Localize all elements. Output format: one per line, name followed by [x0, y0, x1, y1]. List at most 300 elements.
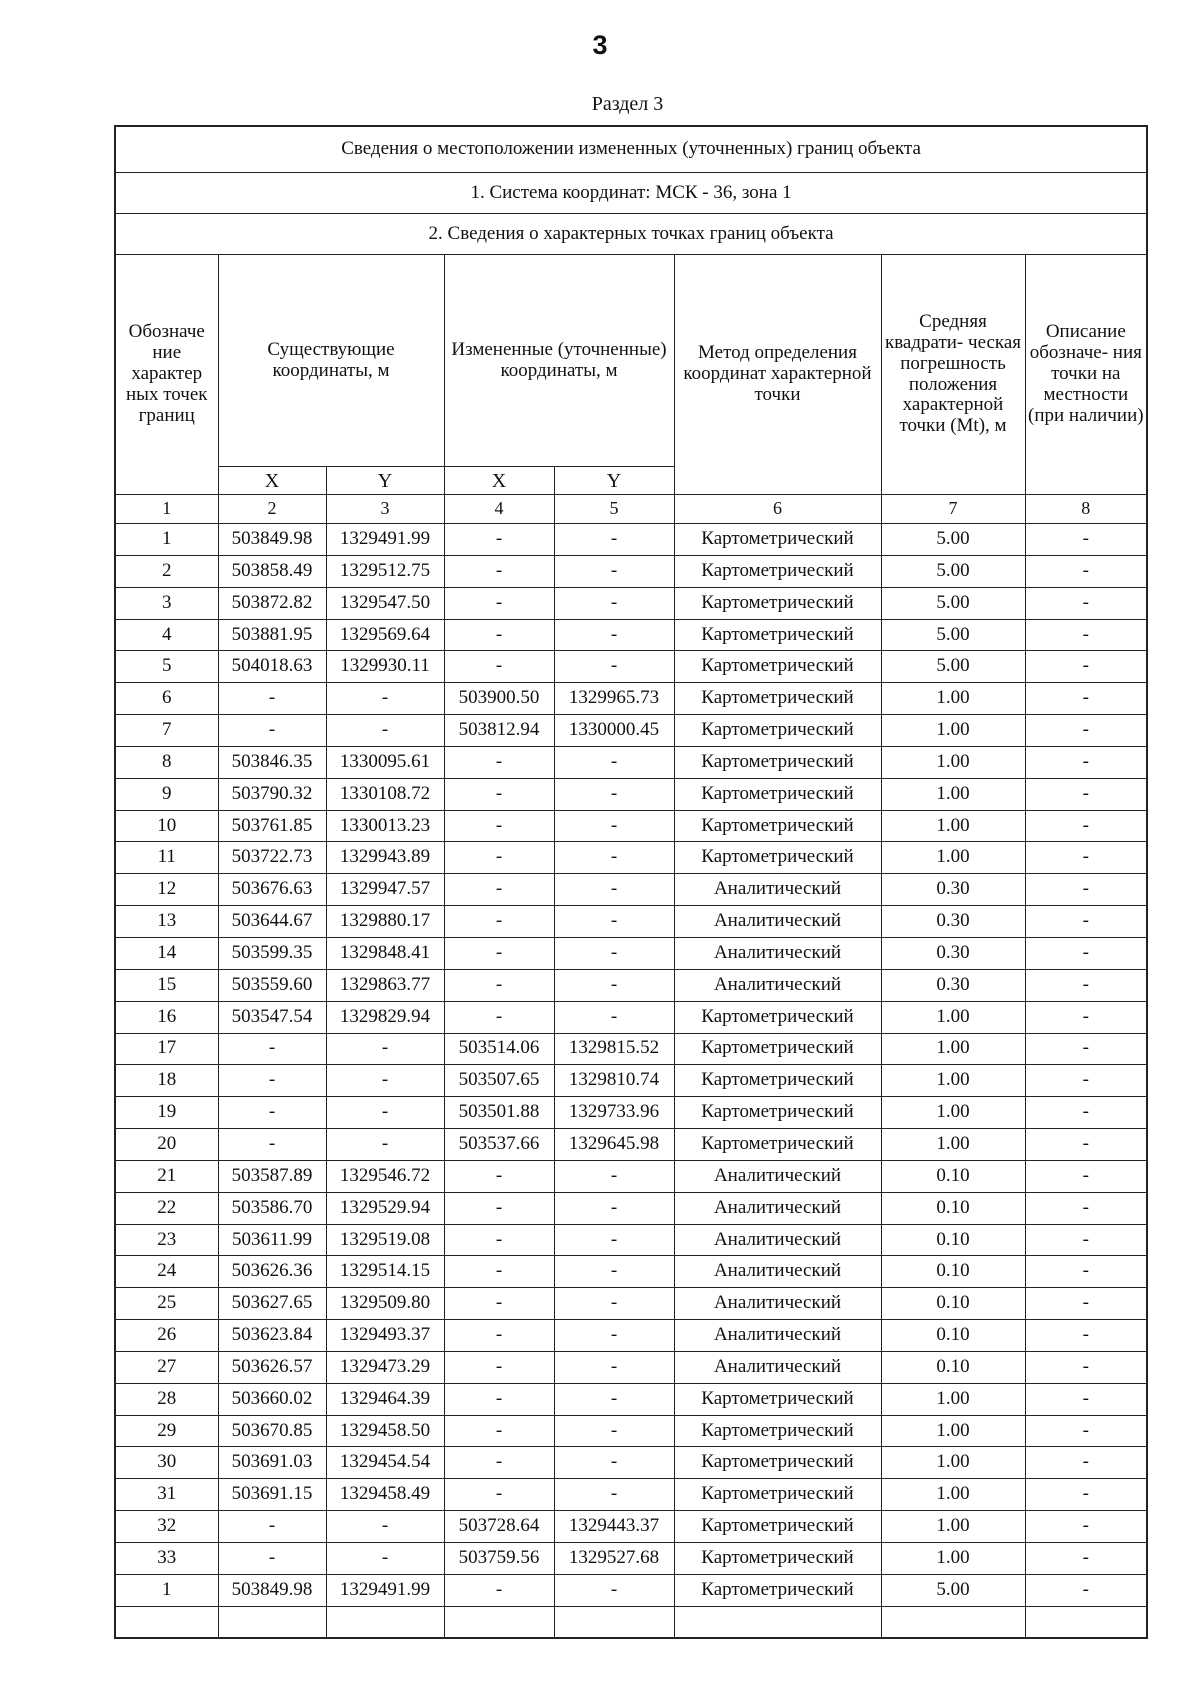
changed-x-cell: -: [444, 1160, 554, 1192]
header-existing-x: X: [218, 467, 326, 495]
point-number-cell: 1: [115, 524, 218, 556]
changed-y-cell: -: [554, 1192, 674, 1224]
method-cell: Картометрический: [674, 842, 881, 874]
method-cell: Аналитический: [674, 937, 881, 969]
changed-y-cell: -: [554, 1415, 674, 1447]
changed-x-cell: -: [444, 1351, 554, 1383]
point-number-cell: 2: [115, 555, 218, 587]
changed-x-cell: -: [444, 555, 554, 587]
header-description: Описание обозначе- ния точки на местности (при наличии): [1025, 255, 1147, 495]
changed-y-cell: 1330000.45: [554, 715, 674, 747]
existing-y-cell: 1330013.23: [326, 810, 444, 842]
description-cell: -: [1025, 651, 1147, 683]
changed-y-cell: -: [554, 651, 674, 683]
existing-y-cell: 1329514.15: [326, 1256, 444, 1288]
point-number-cell: 3: [115, 587, 218, 619]
point-number-cell: 32: [115, 1511, 218, 1543]
existing-x-cell: 503626.57: [218, 1351, 326, 1383]
changed-x-cell: -: [444, 1224, 554, 1256]
changed-x-cell: -: [444, 1256, 554, 1288]
description-cell: -: [1025, 715, 1147, 747]
existing-x-cell: -: [218, 1543, 326, 1575]
changed-x-cell: -: [444, 1447, 554, 1479]
existing-x-cell: 503761.85: [218, 810, 326, 842]
table-row: [115, 1447, 1147, 1479]
existing-x-cell: 503881.95: [218, 619, 326, 651]
method-cell: Аналитический: [674, 969, 881, 1001]
table-row: [115, 1479, 1147, 1511]
column-number: 7: [881, 495, 1025, 524]
description-cell: -: [1025, 1160, 1147, 1192]
existing-x-cell: 503660.02: [218, 1383, 326, 1415]
column-number: 1: [115, 495, 218, 524]
description-cell: -: [1025, 587, 1147, 619]
point-number-cell: 19: [115, 1097, 218, 1129]
changed-x-cell: 503759.56: [444, 1543, 554, 1575]
method-cell: Аналитический: [674, 1320, 881, 1352]
existing-x-cell: 503849.98: [218, 524, 326, 556]
method-cell: Картометрический: [674, 1479, 881, 1511]
changed-y-cell: 1329733.96: [554, 1097, 674, 1129]
existing-x-cell: 503722.73: [218, 842, 326, 874]
changed-x-cell: -: [444, 969, 554, 1001]
table-row: [115, 1160, 1147, 1192]
coordinate-system: 1. Система координат: МСК - 36, зона 1: [115, 173, 1147, 214]
column-number: 6: [674, 495, 881, 524]
existing-y-cell: 1329473.29: [326, 1351, 444, 1383]
changed-y-cell: -: [554, 524, 674, 556]
changed-y-cell: -: [554, 1383, 674, 1415]
description-cell: -: [1025, 1129, 1147, 1161]
table-row: [115, 1224, 1147, 1256]
description-cell: -: [1025, 1320, 1147, 1352]
method-cell: Картометрический: [674, 619, 881, 651]
header-mean-square-error: Средняя квадрати- ческая погрешность положения характерной точки (Mt), м: [881, 255, 1025, 495]
error-cell: 1.00: [881, 1447, 1025, 1479]
existing-x-cell: -: [218, 1033, 326, 1065]
description-cell: -: [1025, 555, 1147, 587]
changed-x-cell: -: [444, 587, 554, 619]
existing-x-cell: 503858.49: [218, 555, 326, 587]
table-row: [115, 969, 1147, 1001]
description-cell: -: [1025, 1447, 1147, 1479]
changed-x-cell: -: [444, 524, 554, 556]
empty-cell: [554, 1606, 674, 1638]
method-cell: Картометрический: [674, 746, 881, 778]
existing-y-cell: 1329519.08: [326, 1224, 444, 1256]
table-row: [115, 1351, 1147, 1383]
point-number-cell: 16: [115, 1001, 218, 1033]
error-cell: 0.30: [881, 906, 1025, 938]
description-cell: -: [1025, 1511, 1147, 1543]
description-cell: -: [1025, 810, 1147, 842]
description-cell: -: [1025, 1192, 1147, 1224]
point-number-cell: 7: [115, 715, 218, 747]
method-cell: Картометрический: [674, 1574, 881, 1606]
changed-x-cell: -: [444, 906, 554, 938]
point-number-cell: 15: [115, 969, 218, 1001]
point-number-cell: 27: [115, 1351, 218, 1383]
existing-x-cell: 503586.70: [218, 1192, 326, 1224]
method-cell: Картометрический: [674, 1129, 881, 1161]
error-cell: 1.00: [881, 1033, 1025, 1065]
error-cell: 5.00: [881, 555, 1025, 587]
changed-y-cell: 1329443.37: [554, 1511, 674, 1543]
table-row: [115, 1415, 1147, 1447]
existing-x-cell: -: [218, 1129, 326, 1161]
error-cell: 5.00: [881, 651, 1025, 683]
existing-x-cell: 503599.35: [218, 937, 326, 969]
error-cell: 1.00: [881, 683, 1025, 715]
error-cell: 0.10: [881, 1320, 1025, 1352]
changed-y-cell: -: [554, 619, 674, 651]
method-cell: Аналитический: [674, 1160, 881, 1192]
header-changed-x: X: [444, 467, 554, 495]
table-row: [115, 587, 1147, 619]
description-cell: -: [1025, 969, 1147, 1001]
existing-x-cell: 503670.85: [218, 1415, 326, 1447]
existing-y-cell: -: [326, 683, 444, 715]
changed-y-cell: -: [554, 1479, 674, 1511]
description-cell: -: [1025, 1479, 1147, 1511]
description-cell: -: [1025, 1351, 1147, 1383]
column-number: 3: [326, 495, 444, 524]
error-cell: 1.00: [881, 778, 1025, 810]
changed-y-cell: -: [554, 937, 674, 969]
error-cell: 1.00: [881, 1129, 1025, 1161]
description-cell: -: [1025, 1001, 1147, 1033]
description-cell: -: [1025, 1256, 1147, 1288]
point-number-cell: 30: [115, 1447, 218, 1479]
method-cell: Картометрический: [674, 810, 881, 842]
existing-y-cell: 1329569.64: [326, 619, 444, 651]
error-cell: 1.00: [881, 1543, 1025, 1575]
error-cell: 0.30: [881, 874, 1025, 906]
method-cell: Картометрический: [674, 555, 881, 587]
existing-y-cell: 1329848.41: [326, 937, 444, 969]
point-number-cell: 5: [115, 651, 218, 683]
method-cell: Картометрический: [674, 1001, 881, 1033]
changed-x-cell: 503812.94: [444, 715, 554, 747]
point-number-cell: 33: [115, 1543, 218, 1575]
existing-y-cell: 1330095.61: [326, 746, 444, 778]
point-number-cell: 8: [115, 746, 218, 778]
changed-x-cell: -: [444, 874, 554, 906]
table-row: [115, 906, 1147, 938]
header-existing-coords: Существующие координаты, м: [218, 255, 444, 467]
changed-y-cell: -: [554, 1320, 674, 1352]
point-number-cell: 28: [115, 1383, 218, 1415]
existing-y-cell: 1329930.11: [326, 651, 444, 683]
existing-y-cell: 1329547.50: [326, 587, 444, 619]
changed-y-cell: -: [554, 1351, 674, 1383]
point-number-cell: 12: [115, 874, 218, 906]
header-method: Метод определения координат характерной точки: [674, 255, 881, 495]
header-changed-y: Y: [554, 467, 674, 495]
existing-y-cell: 1329829.94: [326, 1001, 444, 1033]
changed-y-cell: -: [554, 1574, 674, 1606]
changed-y-cell: -: [554, 1447, 674, 1479]
error-cell: 0.10: [881, 1224, 1025, 1256]
changed-y-cell: -: [554, 810, 674, 842]
error-cell: 5.00: [881, 587, 1025, 619]
existing-x-cell: 503849.98: [218, 1574, 326, 1606]
error-cell: 0.30: [881, 969, 1025, 1001]
changed-x-cell: 503501.88: [444, 1097, 554, 1129]
header-changed-coords: Измененные (уточненные) координаты, м: [444, 255, 674, 467]
existing-y-cell: 1329863.77: [326, 969, 444, 1001]
table-row: [115, 1543, 1147, 1575]
point-number-cell: 23: [115, 1224, 218, 1256]
point-number-cell: 22: [115, 1192, 218, 1224]
column-number: 2: [218, 495, 326, 524]
changed-x-cell: -: [444, 1479, 554, 1511]
boundary-points-table: [114, 125, 1148, 1639]
point-number-cell: 20: [115, 1129, 218, 1161]
column-number: 5: [554, 495, 674, 524]
method-cell: Аналитический: [674, 1351, 881, 1383]
changed-x-cell: 503507.65: [444, 1065, 554, 1097]
page-number: 3: [592, 30, 608, 60]
existing-y-cell: 1329947.57: [326, 874, 444, 906]
existing-y-cell: -: [326, 1511, 444, 1543]
existing-x-cell: 503691.03: [218, 1447, 326, 1479]
existing-y-cell: 1329512.75: [326, 555, 444, 587]
point-number-cell: 26: [115, 1320, 218, 1352]
empty-cell: [881, 1606, 1025, 1638]
point-number-cell: 11: [115, 842, 218, 874]
changed-x-cell: -: [444, 1574, 554, 1606]
point-number-cell: 4: [115, 619, 218, 651]
empty-cell: [218, 1606, 326, 1638]
error-cell: 5.00: [881, 619, 1025, 651]
changed-y-cell: -: [554, 1256, 674, 1288]
error-cell: 0.10: [881, 1288, 1025, 1320]
table-row: [115, 619, 1147, 651]
table-row: [115, 555, 1147, 587]
point-number-cell: 31: [115, 1479, 218, 1511]
error-cell: 1.00: [881, 1383, 1025, 1415]
method-cell: Картометрический: [674, 1447, 881, 1479]
error-cell: 5.00: [881, 1574, 1025, 1606]
description-cell: -: [1025, 842, 1147, 874]
method-cell: Аналитический: [674, 1288, 881, 1320]
changed-y-cell: -: [554, 874, 674, 906]
changed-x-cell: -: [444, 746, 554, 778]
description-cell: -: [1025, 746, 1147, 778]
existing-y-cell: 1329491.99: [326, 524, 444, 556]
method-cell: Картометрический: [674, 1511, 881, 1543]
existing-y-cell: -: [326, 1065, 444, 1097]
existing-x-cell: 503626.36: [218, 1256, 326, 1288]
description-cell: -: [1025, 619, 1147, 651]
existing-y-cell: -: [326, 1129, 444, 1161]
description-cell: -: [1025, 1383, 1147, 1415]
existing-x-cell: 503846.35: [218, 746, 326, 778]
error-cell: 1.00: [881, 1511, 1025, 1543]
empty-cell: [444, 1606, 554, 1638]
table-row: [115, 746, 1147, 778]
error-cell: 1.00: [881, 1097, 1025, 1129]
description-cell: -: [1025, 1033, 1147, 1065]
existing-x-cell: 503644.67: [218, 906, 326, 938]
point-number-cell: 1: [115, 1574, 218, 1606]
point-number-cell: 9: [115, 778, 218, 810]
changed-y-cell: -: [554, 1160, 674, 1192]
existing-y-cell: -: [326, 715, 444, 747]
error-cell: 1.00: [881, 1479, 1025, 1511]
existing-y-cell: 1329458.50: [326, 1415, 444, 1447]
method-cell: Аналитический: [674, 906, 881, 938]
table-row: [115, 810, 1147, 842]
table-title: Сведения о местоположении измененных (уточненных) границ объекта: [115, 126, 1147, 173]
method-cell: Картометрический: [674, 651, 881, 683]
empty-cell: [1025, 1606, 1147, 1638]
existing-y-cell: 1329454.54: [326, 1447, 444, 1479]
existing-x-cell: 503790.32: [218, 778, 326, 810]
changed-y-cell: -: [554, 1288, 674, 1320]
method-cell: Картометрический: [674, 587, 881, 619]
changed-x-cell: -: [444, 842, 554, 874]
changed-y-cell: -: [554, 746, 674, 778]
point-number-cell: 6: [115, 683, 218, 715]
table-row: [115, 1383, 1147, 1415]
existing-y-cell: 1329943.89: [326, 842, 444, 874]
changed-x-cell: -: [444, 1192, 554, 1224]
error-cell: 0.10: [881, 1351, 1025, 1383]
table-row: [115, 715, 1147, 747]
error-cell: 1.00: [881, 842, 1025, 874]
method-cell: Картометрический: [674, 715, 881, 747]
method-cell: Аналитический: [674, 1256, 881, 1288]
existing-x-cell: -: [218, 1097, 326, 1129]
existing-x-cell: 503559.60: [218, 969, 326, 1001]
existing-x-cell: 503872.82: [218, 587, 326, 619]
description-cell: -: [1025, 778, 1147, 810]
description-cell: -: [1025, 683, 1147, 715]
table-row: [115, 842, 1147, 874]
changed-y-cell: -: [554, 555, 674, 587]
existing-y-cell: 1329464.39: [326, 1383, 444, 1415]
description-cell: -: [1025, 1065, 1147, 1097]
changed-x-cell: 503728.64: [444, 1511, 554, 1543]
method-cell: Картометрический: [674, 1097, 881, 1129]
table-row: [115, 1129, 1147, 1161]
changed-y-cell: 1329815.52: [554, 1033, 674, 1065]
error-cell: 0.30: [881, 937, 1025, 969]
error-cell: 1.00: [881, 715, 1025, 747]
existing-y-cell: 1329880.17: [326, 906, 444, 938]
changed-y-cell: -: [554, 906, 674, 938]
changed-x-cell: -: [444, 1288, 554, 1320]
existing-x-cell: 503587.89: [218, 1160, 326, 1192]
table-row: [115, 1065, 1147, 1097]
method-cell: Картометрический: [674, 1415, 881, 1447]
error-cell: 5.00: [881, 524, 1025, 556]
method-cell: Картометрический: [674, 1033, 881, 1065]
existing-y-cell: -: [326, 1543, 444, 1575]
error-cell: 1.00: [881, 810, 1025, 842]
existing-y-cell: 1329546.72: [326, 1160, 444, 1192]
error-cell: 1.00: [881, 1065, 1025, 1097]
header-point-designation: Обозначе ние характер ных точек границ: [115, 255, 218, 495]
changed-x-cell: -: [444, 810, 554, 842]
empty-cell: [115, 1606, 218, 1638]
table-row: [115, 1192, 1147, 1224]
description-cell: -: [1025, 937, 1147, 969]
points-heading: 2. Сведения о характерных точках границ объекта: [115, 214, 1147, 255]
column-number: 8: [1025, 495, 1147, 524]
changed-y-cell: 1329527.68: [554, 1543, 674, 1575]
changed-y-cell: 1329965.73: [554, 683, 674, 715]
table-row: [115, 1320, 1147, 1352]
changed-y-cell: -: [554, 969, 674, 1001]
table-row: [115, 524, 1147, 556]
point-number-cell: 10: [115, 810, 218, 842]
description-cell: -: [1025, 906, 1147, 938]
changed-x-cell: 503900.50: [444, 683, 554, 715]
point-number-cell: 17: [115, 1033, 218, 1065]
existing-y-cell: 1329458.49: [326, 1479, 444, 1511]
existing-x-cell: 503627.65: [218, 1288, 326, 1320]
existing-x-cell: -: [218, 1065, 326, 1097]
error-cell: 1.00: [881, 1415, 1025, 1447]
table-row: [115, 683, 1147, 715]
existing-x-cell: 503611.99: [218, 1224, 326, 1256]
table-row: [115, 1256, 1147, 1288]
changed-x-cell: -: [444, 1383, 554, 1415]
description-cell: -: [1025, 1288, 1147, 1320]
existing-y-cell: -: [326, 1033, 444, 1065]
section-label: Раздел 3: [591, 93, 664, 115]
changed-x-cell: -: [444, 651, 554, 683]
description-cell: -: [1025, 1224, 1147, 1256]
existing-y-cell: 1330108.72: [326, 778, 444, 810]
method-cell: Картометрический: [674, 683, 881, 715]
existing-y-cell: 1329491.99: [326, 1574, 444, 1606]
existing-x-cell: -: [218, 1511, 326, 1543]
changed-x-cell: -: [444, 1001, 554, 1033]
method-cell: Картометрический: [674, 1065, 881, 1097]
point-number-cell: 21: [115, 1160, 218, 1192]
existing-x-cell: 504018.63: [218, 651, 326, 683]
existing-x-cell: 503676.63: [218, 874, 326, 906]
description-cell: -: [1025, 874, 1147, 906]
description-cell: -: [1025, 524, 1147, 556]
changed-y-cell: -: [554, 842, 674, 874]
changed-x-cell: -: [444, 1320, 554, 1352]
existing-x-cell: 503691.15: [218, 1479, 326, 1511]
point-number-cell: 14: [115, 937, 218, 969]
method-cell: Картометрический: [674, 778, 881, 810]
existing-y-cell: 1329493.37: [326, 1320, 444, 1352]
changed-x-cell: 503514.06: [444, 1033, 554, 1065]
empty-cell: [326, 1606, 444, 1638]
method-cell: Аналитический: [674, 874, 881, 906]
table-row: [115, 778, 1147, 810]
existing-x-cell: -: [218, 683, 326, 715]
changed-y-cell: -: [554, 778, 674, 810]
header-existing-y: Y: [326, 467, 444, 495]
description-cell: -: [1025, 1415, 1147, 1447]
error-cell: 0.10: [881, 1160, 1025, 1192]
empty-cell: [674, 1606, 881, 1638]
error-cell: 0.10: [881, 1192, 1025, 1224]
error-cell: 1.00: [881, 746, 1025, 778]
table-row: [115, 1511, 1147, 1543]
column-numbers-row: [115, 495, 1147, 524]
changed-y-cell: 1329645.98: [554, 1129, 674, 1161]
